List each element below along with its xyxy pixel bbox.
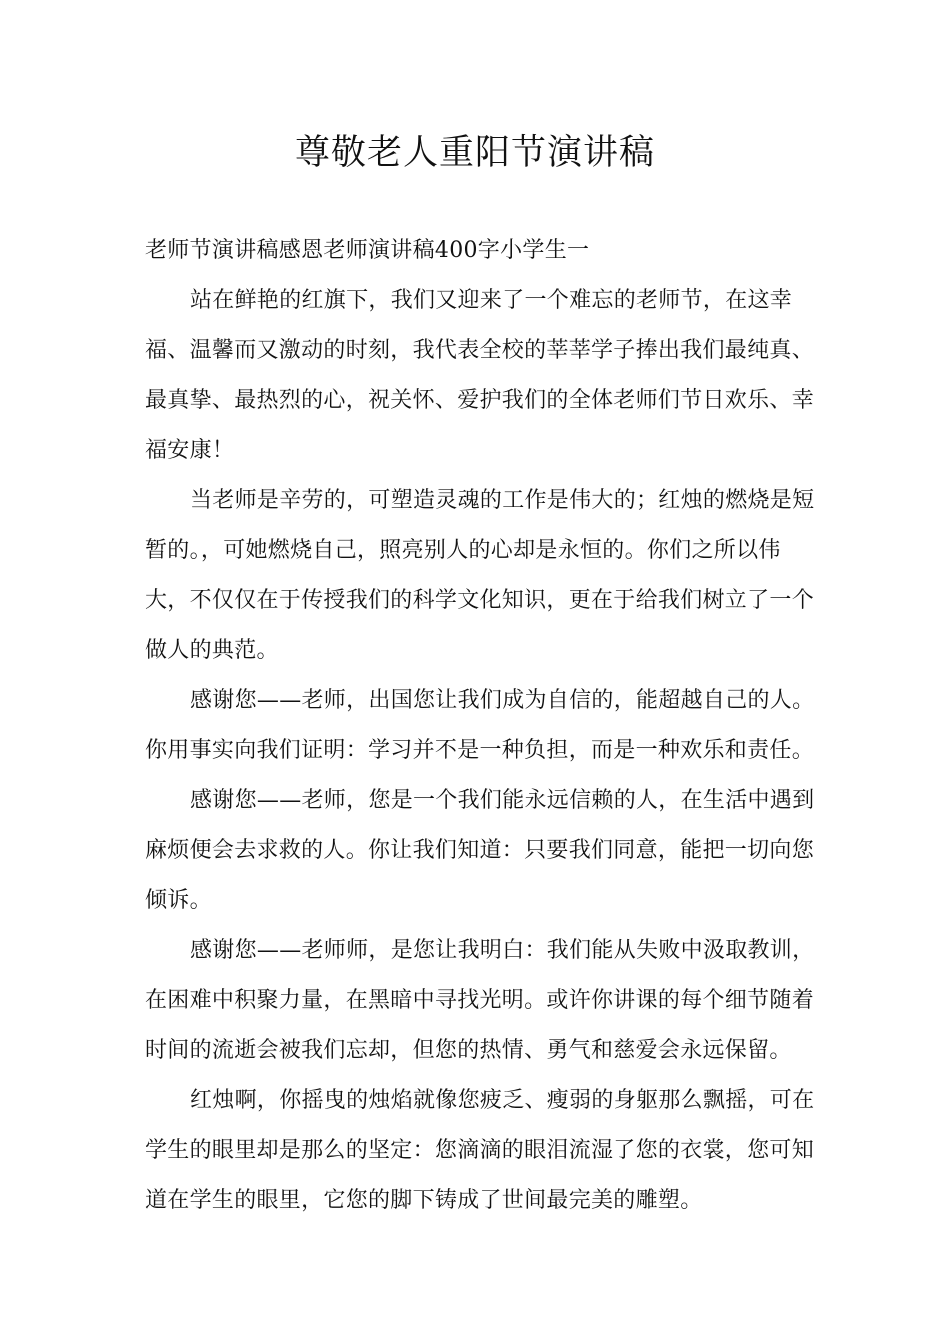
- document-subtitle: 老师节演讲稿感恩老师演讲稿400字小学生一: [145, 238, 590, 263]
- paragraph: 站在鲜艳的红旗下，我们又迎来了一个难忘的老师节，在这幸福、温馨而又激动的时刻，我代表全校的莘莘学子捧出我们最纯真、最真挚、最热烈的心，祝关怀、爱护我们的全体老师们节日欢乐、幸福安康！: [145, 288, 815, 463]
- paragraph: 感谢您——老师，出国您让我们成为自信的，能超越自己的人。你用事实向我们证明：学习并不是一种负担，而是一种欢乐和责任。: [145, 688, 815, 763]
- paragraph: 感谢您——老师，您是一个我们能永远信赖的人，在生活中遇到麻烦便会去求救的人。你让我们知道：只要我们同意，能把一切向您倾诉。: [145, 788, 815, 913]
- document-title: 尊敬老人重阳节演讲稿: [294, 133, 655, 173]
- document-body: [145, 226, 825, 1226]
- paragraph: 当老师是辛劳的，可塑造灵魂的工作是伟大的；红烛的燃烧是短暂的。，可她燃烧自己，照亮别人的心却是永恒的。你们之所以伟大，不仅仅在于传授我们的科学文化知识，更在于给我们树立了一个做人的典范。: [145, 488, 815, 663]
- paragraph: 感谢您——老师师，是您让我明白：我们能从失败中汲取教训，在困难中积聚力量，在黑暗中寻找光明。或许你讲课的每个细节随着时间的流逝会被我们忘却，但您的热情、勇气和慈爱会永远保留。: [145, 938, 815, 1063]
- paragraph: 红烛啊，你摇曳的烛焰就像您疲乏、瘦弱的身躯那么飘摇，可在学生的眼里却是那么的坚定：您滴滴的眼泪流湿了您的衣裳，您可知道在学生的眼里，它您的脚下铸成了世间最完美的雕塑。: [145, 1088, 815, 1213]
